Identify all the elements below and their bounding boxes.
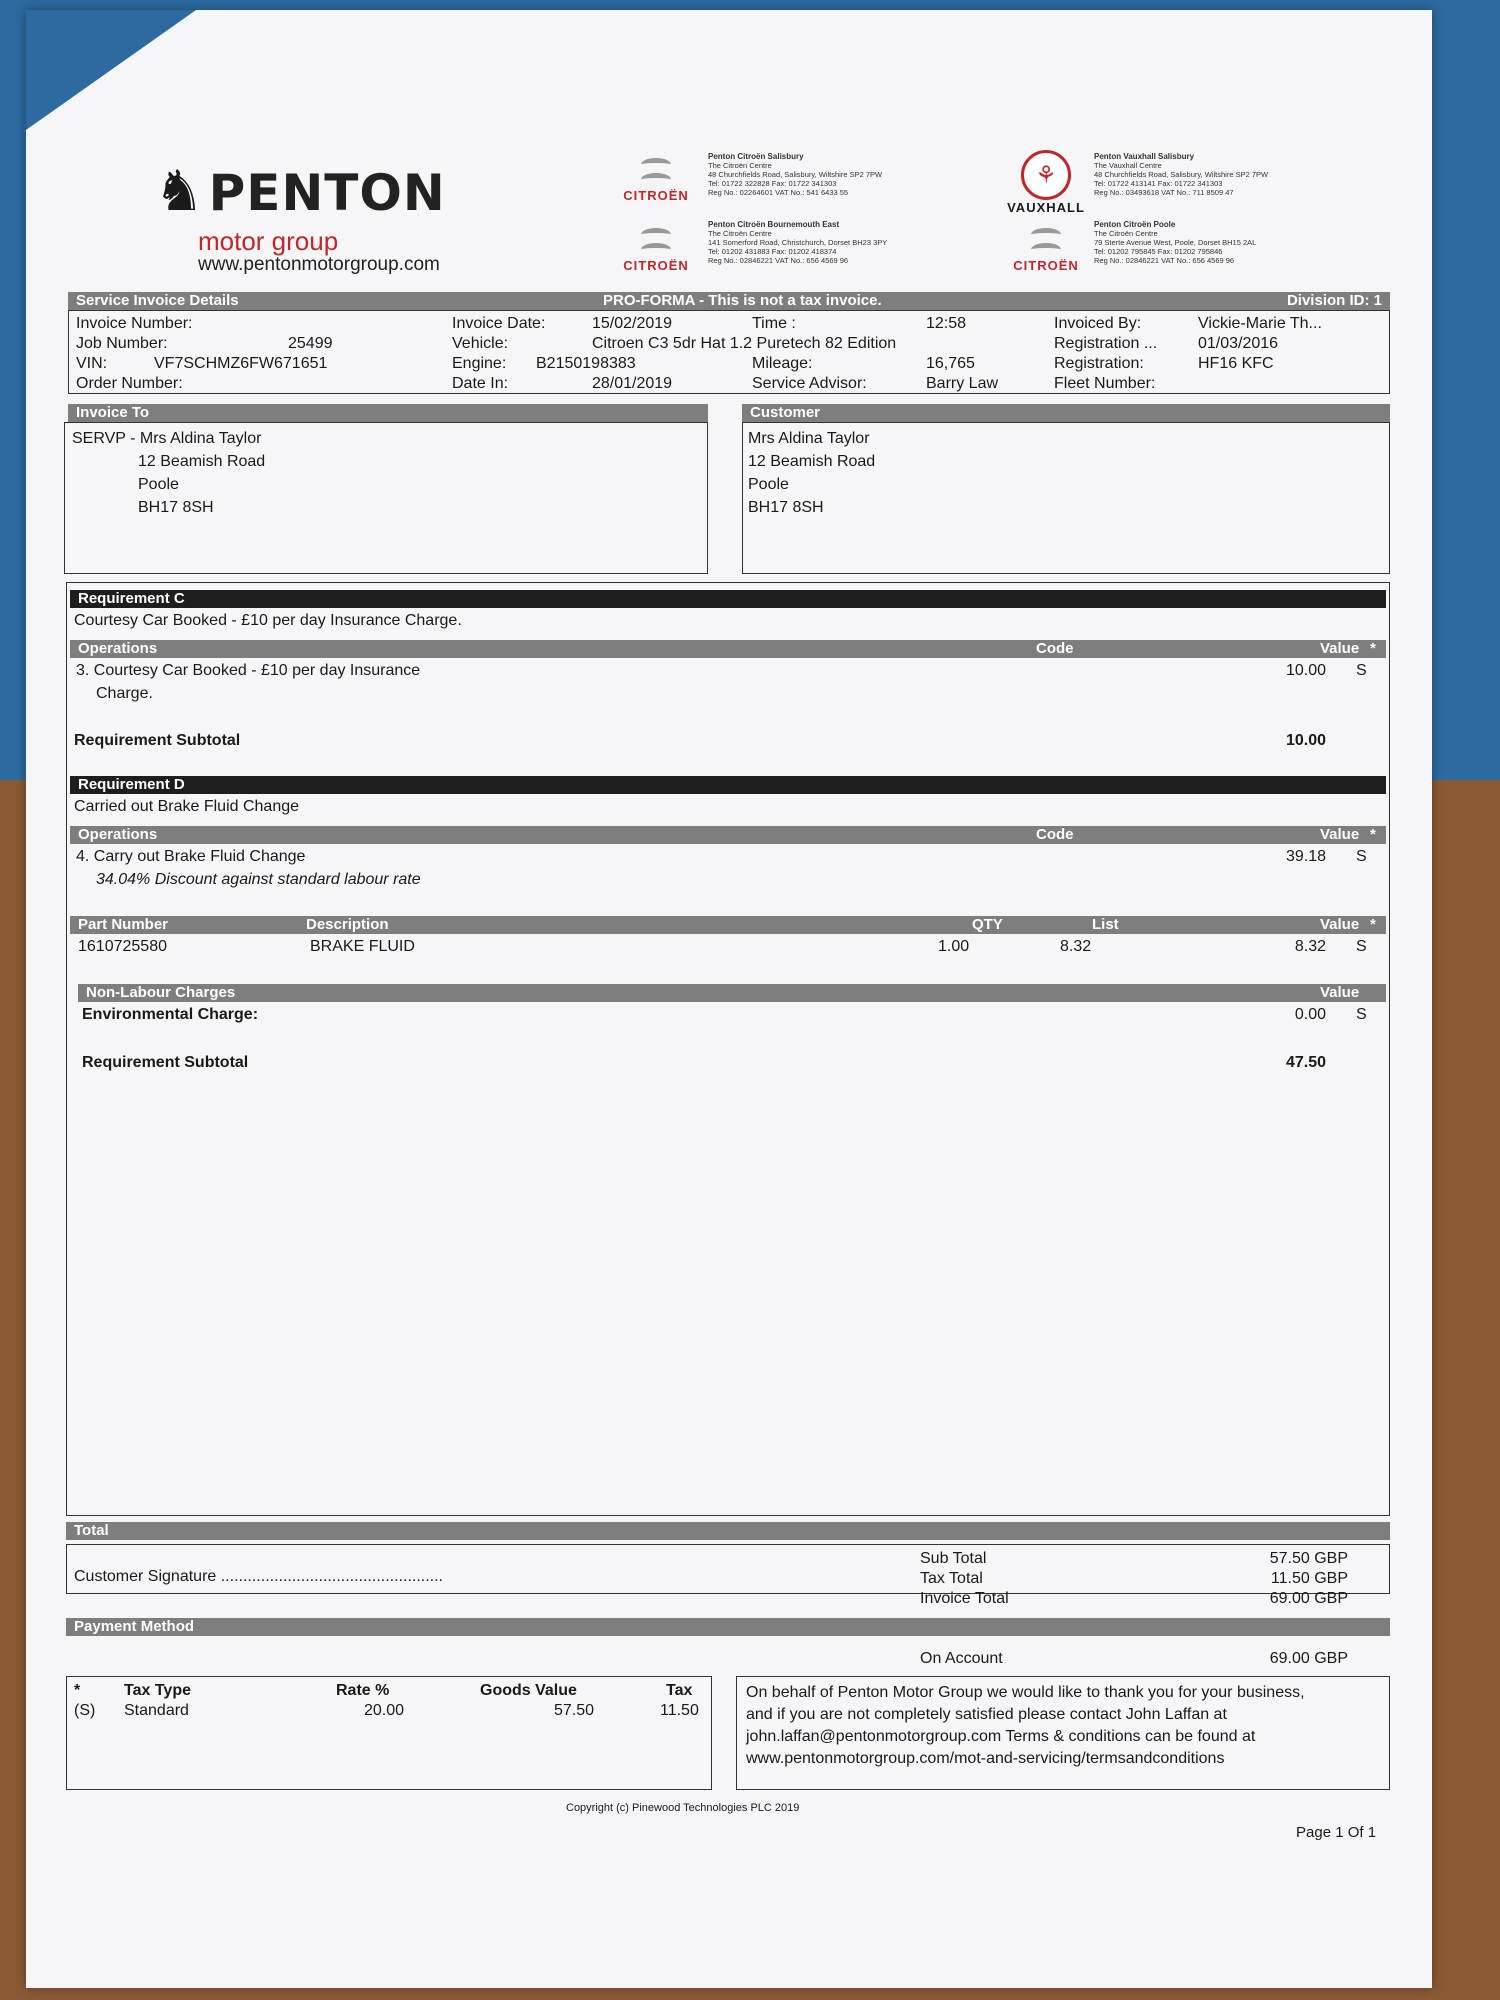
list-header: List	[1092, 916, 1119, 933]
citroen-chevrons-icon	[1031, 228, 1061, 241]
environmental-charge-flag: S	[1356, 1006, 1367, 1023]
dealer-vauxhall-salisbury: Penton Vauxhall Salisbury The Vauxhall Centre 48 Churchfields Road, Salisbury, Wiltshire SP2 7PW Tel: 01722 413141 Fax: 01722 341303 Reg No.: 03493618 VAT No.: 711 8509 47	[1094, 152, 1269, 197]
tax-type: Standard	[124, 1702, 189, 1719]
payment-amount: 69.00 GBP	[1269, 1650, 1348, 1667]
citroen-logo-1: CITROËN	[616, 158, 696, 203]
copyright: Copyright (c) Pinewood Technologies PLC 2019	[566, 1802, 800, 1814]
job-number: 25499	[288, 335, 333, 352]
registration-date-label: Registration ...	[1054, 335, 1158, 352]
tax-rate: 20.00	[364, 1702, 405, 1719]
non-labour-header: Non-Labour Charges	[86, 984, 236, 1001]
code-header: Code	[1036, 826, 1074, 843]
tax-amount: 11.50	[660, 1702, 699, 1719]
requirement-c-description: Courtesy Car Booked - £10 per day Insurance Charge.	[74, 612, 462, 629]
requirement-d-operation-flag: S	[1356, 848, 1367, 865]
part-number-header: Part Number	[78, 916, 169, 933]
registration-label: Registration:	[1054, 355, 1144, 372]
job-number-label: Job Number:	[76, 335, 168, 352]
invoice-date: 15/02/2019	[592, 315, 673, 332]
time-label: Time :	[752, 315, 796, 332]
thank-you-line1: On behalf of Penton Motor Group we would like to thank you for your business,	[746, 1684, 1305, 1701]
service-invoice-title: Service Invoice Details	[76, 292, 239, 309]
qty-header: QTY	[972, 916, 1003, 933]
vehicle-label: Vehicle:	[452, 335, 509, 352]
tax-total-label: Tax Total	[920, 1570, 983, 1587]
engine: B2150198383	[536, 355, 636, 372]
value-header: Value	[1320, 826, 1360, 843]
mileage-label: Mileage:	[752, 355, 813, 372]
total-bar	[66, 1522, 1390, 1540]
parts-header-bar	[70, 916, 1386, 934]
requirement-c-subtotal: 10.00	[1285, 732, 1326, 749]
part-list-price: 8.32	[1060, 938, 1092, 955]
dealer-citroen-poole: Penton Citroën Poole The Citroën Centre 79 Sterte Avenue West, Poole, Dorset BH15 2AL Tel: 01202 795845 Fax: 01202 795846 Reg No.: 02846221 VAT No.: 656 4569 96	[1094, 220, 1257, 265]
dealer-citroen-salisbury: Penton Citroën Salisbury The Citroën Centre 48 Churchfields Road, Salisbury, Wiltshire SP2 7PW Tel: 01722 322828 Fax: 01722 341303 Reg No.: 02264601 VAT No.: 541 6433 55	[708, 152, 883, 197]
tax-header: Tax	[666, 1682, 693, 1699]
invoice-to-postcode: BH17 8SH	[138, 499, 214, 516]
description-header: Description	[306, 916, 389, 933]
thank-you-line2: and if you are not completely satisfied please contact John Laffan at	[746, 1706, 1227, 1723]
requirement-d-bar	[70, 776, 1386, 794]
requirement-c-operation-line2: Charge.	[96, 685, 153, 702]
citroen-logo-2: CITROËN	[616, 228, 696, 273]
code-header: Code	[1036, 640, 1074, 657]
invoice-to-bar	[68, 404, 708, 422]
tax-code: (S)	[74, 1702, 96, 1719]
part-flag: S	[1356, 938, 1367, 955]
payment-method-bar	[66, 1618, 1390, 1636]
customer-title: Customer	[750, 404, 821, 421]
value-header: Value	[1320, 984, 1360, 1001]
engine-label: Engine:	[452, 355, 507, 372]
flag-header: *	[1370, 826, 1376, 843]
tax-type-header: Tax Type	[124, 1682, 191, 1699]
goods-value: 57.50	[554, 1702, 595, 1719]
registration: HF16 KFC	[1198, 355, 1274, 372]
environmental-charge-value: 0.00	[1294, 1006, 1326, 1023]
vin: VF7SCHMZ6FW671651	[154, 355, 328, 372]
company-website: www.pentonmotorgroup.com	[198, 254, 440, 275]
company-logo-text: PENTON	[208, 164, 446, 222]
requirement-c-operation-value: 10.00	[1285, 662, 1326, 679]
tax-star-header: *	[74, 1682, 81, 1699]
payment-method-title: Payment Method	[74, 1618, 195, 1635]
environmental-charge-label: Environmental Charge:	[82, 1006, 259, 1023]
requirement-d-operation-value: 39.18	[1285, 848, 1326, 865]
advisor: Barry Law	[926, 375, 999, 392]
invoice-total-label: Invoice Total	[920, 1590, 1009, 1607]
requirements-box	[66, 582, 1390, 1516]
part-number: 1610725580	[78, 938, 167, 955]
proforma-notice: PRO-FORMA - This is not a tax invoice.	[603, 292, 882, 309]
citroen-chevrons-icon	[641, 228, 671, 241]
requirement-c-operation-line1: 3. Courtesy Car Booked - £10 per day Insurance	[76, 662, 421, 679]
flag-header: *	[1370, 640, 1376, 657]
requirement-c-operations-bar	[70, 640, 1386, 658]
invoiced-by-label: Invoiced By:	[1054, 315, 1142, 332]
tax-total: 11.50 GBP	[1270, 1570, 1348, 1587]
division-id: Division ID: 1	[1286, 292, 1382, 309]
invoice-to-title: Invoice To	[76, 404, 150, 421]
sub-total: 57.50 GBP	[1269, 1550, 1348, 1567]
vauxhall-logo: ⚘ VAUXHALL	[996, 150, 1096, 215]
invoiced-by: Vickie-Marie Th...	[1198, 315, 1322, 332]
customer-signature-line: Customer Signature ..................................................	[74, 1568, 443, 1585]
registration-date: 01/03/2016	[1198, 335, 1279, 352]
page-number: Page 1 Of 1	[1296, 1824, 1377, 1841]
company-subtitle: motor group	[198, 226, 339, 256]
invoice-page	[26, 10, 1432, 1988]
date-in: 28/01/2019	[592, 375, 673, 392]
advisor-label: Service Advisor:	[752, 375, 867, 392]
part-description: BRAKE FLUID	[310, 938, 415, 955]
requirement-c-bar	[70, 590, 1386, 608]
requirement-c-subtotal-label: Requirement Subtotal	[74, 732, 241, 749]
requirement-d-subtotal-label: Requirement Subtotal	[82, 1054, 249, 1071]
vehicle: Citroen C3 5dr Hat 1.2 Puretech 82 Edition	[592, 335, 897, 352]
customer-name: Mrs Aldina Taylor	[748, 430, 870, 447]
requirement-c-operation-flag: S	[1356, 662, 1367, 679]
customer-postcode: BH17 8SH	[748, 499, 824, 516]
invoice-date-label: Invoice Date:	[452, 315, 546, 332]
service-invoice-bar	[68, 292, 1390, 310]
customer-street: 12 Beamish Road	[748, 453, 876, 470]
value-header: Value	[1320, 916, 1360, 933]
invoice-to-name: SERVP - Mrs Aldina Taylor	[72, 430, 262, 447]
tax-rate-header: Rate %	[336, 1682, 390, 1699]
operations-header: Operations	[78, 640, 158, 657]
thank-you-line3: john.laffan@pentonmotorgroup.com Terms & conditions can be found at	[746, 1728, 1256, 1745]
non-labour-bar	[78, 984, 1386, 1002]
time: 12:58	[926, 315, 967, 332]
torn-corner	[26, 10, 196, 130]
order-number-label: Order Number:	[76, 375, 183, 392]
vauxhall-griffin-icon: ⚘	[1021, 150, 1071, 200]
invoice-number-label: Invoice Number:	[76, 315, 193, 332]
requirement-d-discount-note: 34.04% Discount against standard labour rate	[96, 871, 421, 888]
part-value: 8.32	[1294, 938, 1326, 955]
requirement-d-title: Requirement D	[78, 776, 185, 793]
flag-header: *	[1370, 916, 1376, 933]
penton-logo	[154, 158, 446, 224]
horse-logo-icon: ♞	[154, 159, 205, 222]
invoice-to-town: Poole	[138, 476, 179, 493]
sub-total-label: Sub Total	[920, 1550, 987, 1567]
invoice-to-street: 12 Beamish Road	[138, 453, 266, 470]
customer-bar	[742, 404, 1390, 422]
mileage: 16,765	[926, 355, 975, 372]
operations-header: Operations	[78, 826, 158, 843]
requirement-d-subtotal: 47.50	[1285, 1054, 1326, 1071]
citroen-chevrons-icon	[641, 158, 671, 171]
customer-town: Poole	[748, 476, 789, 493]
requirement-d-operations-bar	[70, 826, 1386, 844]
requirement-c-title: Requirement C	[78, 590, 185, 607]
requirement-d-description: Carried out Brake Fluid Change	[74, 798, 300, 815]
dealer-citroen-bournemouth: Penton Citroën Bournemouth East The Citroën Centre 141 Somerford Road, Christchurch, Dorset BH23 3PY Tel: 01202 431883 Fax: 01202 418374 Reg No.: 02846221 VAT No.: 656 4569 96	[708, 220, 888, 265]
requirement-d-operation-line1: 4. Carry out Brake Fluid Change	[76, 848, 306, 865]
part-qty: 1.00	[938, 938, 970, 955]
invoice-total: 69.00 GBP	[1269, 1590, 1348, 1607]
goods-value-header: Goods Value	[480, 1682, 577, 1699]
citroen-logo-3: CITROËN	[996, 228, 1096, 273]
value-header: Value	[1320, 640, 1360, 657]
vin-label: VIN:	[76, 355, 108, 372]
payment-method: On Account	[920, 1650, 1003, 1667]
date-in-label: Date In:	[452, 375, 509, 392]
fleet-number-label: Fleet Number:	[1054, 375, 1156, 392]
total-title: Total	[74, 1522, 109, 1539]
thank-you-line4: www.pentonmotorgroup.com/mot-and-servicing/termsandconditions	[746, 1750, 1225, 1767]
